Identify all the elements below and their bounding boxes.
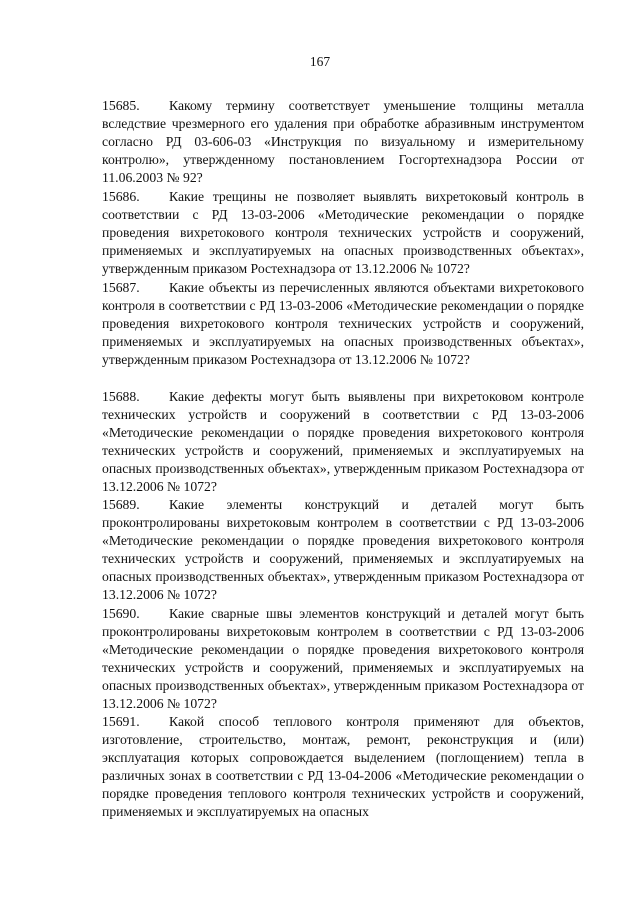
question-number: 15688. bbox=[102, 389, 140, 404]
question-number: 15686. bbox=[102, 189, 140, 204]
question-text: Какие дефекты могут быть выявлены при вихретоковом контроле технических устройств и сооружений в соответствии с РД 13-03-2006 «Методические рекомендации о порядке проведения вихретокового контроля технических устройств и сооружений, применяемых и эксплуатируемых на опасных производственных объектах», утвержденным приказом Ростехнадзора от 13.12.2006 № 1072? bbox=[102, 389, 584, 495]
question-text: Какие трещины не позволяет выявлять вихретоковый контроль в соответствии с РД 13-03-2006 «Методические рекомендации о порядке проведения вихретокового контроля технических устройств и сооружений, применяемых и эксплуатируемых на опасных производственных объектах», утвержденным приказом Ростехнадзора от 13.12.2006 № 1072? bbox=[102, 189, 584, 277]
question-number: 15689. bbox=[102, 497, 140, 512]
question-item-15688 bbox=[102, 388, 584, 497]
question-item-15685 bbox=[102, 97, 584, 187]
question-item-15690 bbox=[102, 605, 584, 714]
question-item-15687 bbox=[102, 279, 584, 369]
question-text: Какому термину соответствует уменьшение толщины металла вследствие чрезмерного его удаления при обработке абразивным инструментом согласно РД 03-606-03 «Инструкция по визуальному и измерительному контролю», утвержденному постановлением Госгортехнадзора России от 11.06.2003 № 92? bbox=[102, 98, 584, 186]
question-item-15689 bbox=[102, 496, 584, 605]
question-item-15686 bbox=[102, 188, 584, 278]
question-number: 15691. bbox=[102, 714, 140, 729]
question-number: 15687. bbox=[102, 280, 140, 295]
question-number: 15690. bbox=[102, 606, 140, 621]
question-number: 15685. bbox=[102, 98, 140, 113]
page-number: 167 bbox=[309, 54, 331, 69]
question-item-15691 bbox=[102, 713, 584, 822]
question-text: Какой способ теплового контроля применяют для объектов, изготовление, строительство, монтаж, ремонт, реконструкция и (или) эксплуатация которых сопровождается выделением (поглощением) тепла в различных зонах в соответствии с РД 13-04-2006 «Методические рекомендации о порядке проведения теплового контроля технических устройств и сооружений, применяемых и эксплуатируемых на опасных bbox=[102, 714, 584, 820]
question-text: Какие объекты из перечисленных являются объектами вихретокового контроля в соответствии с РД 13-03-2006 «Методические рекомендации о порядке проведения вихретокового контроля технических устройств и сооружений, применяемых и эксплуатируемых на опасных производственных объектах», утвержденным приказом Ростехнадзора от 13.12.2006 № 1072? bbox=[102, 280, 584, 368]
question-text: Какие элементы конструкций и деталей могут быть проконтролированы вихретоковым контролем в соответствии с РД 13-03-2006 «Методические рекомендации о порядке проведения вихретокового контроля технических устройств и сооружений, применяемых и эксплуатируемых на опасных производственных объектах», утвержденным приказом Ростехнадзора от 13.12.2006 № 1072? bbox=[102, 497, 584, 603]
question-text: Какие сварные швы элементов конструкций и деталей могут быть проконтролированы вихретоковым контролем в соответствии с РД 13-03-2006 «Методические рекомендации о порядке проведения вихретокового контроля технических устройств и сооружений, применяемых и эксплуатируемых на опасных производственных объектах», утвержденным приказом Ростехнадзора от 13.12.2006 № 1072? bbox=[102, 606, 584, 712]
